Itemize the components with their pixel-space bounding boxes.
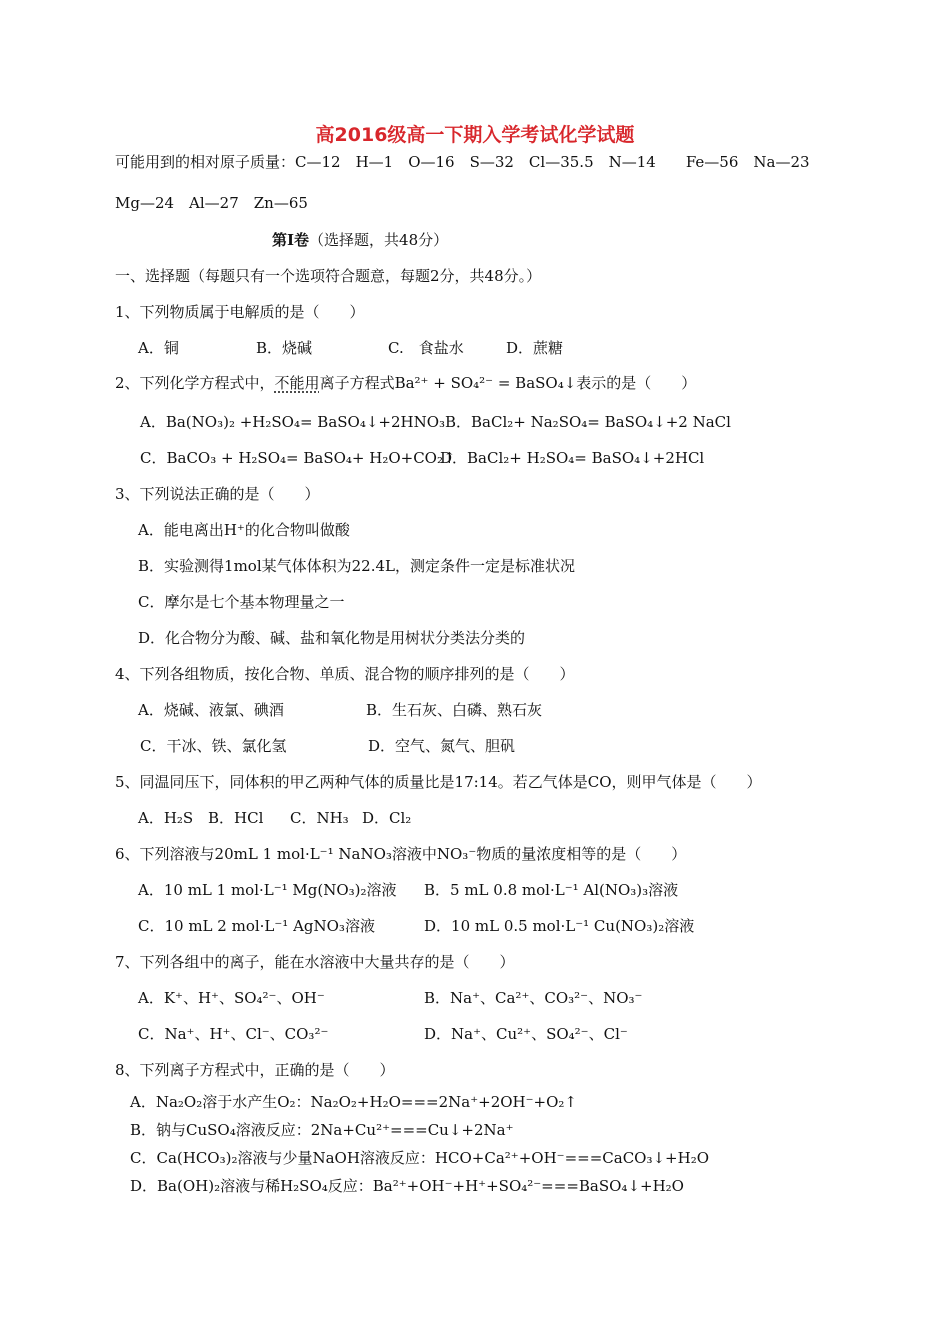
q4-option-a: A．烧碱、液氯、碘酒 — [138, 701, 284, 719]
q8-option-b: B．钠与CuSO₄溶液反应：2Na+Cu²⁺===Cu↓+2Na⁺ — [130, 1121, 514, 1139]
question-2-stem — [115, 373, 696, 393]
q2-stem-pre: 2、下列化学方程式中， — [115, 374, 275, 392]
section-instruction: 一、选择题（每题只有一个选项符合题意，每题2分，共48分。） — [115, 267, 542, 285]
q8-option-c: C．Ca(HCO₃)₂溶液与少量NaOH溶液反应：HCO+Ca²⁺+OH⁻===CaCO₃↓+H₂O — [130, 1149, 710, 1167]
q5-option-b: B．HCl — [208, 809, 264, 827]
q4-option-b: B．生石灰、白磷、熟石灰 — [366, 701, 543, 719]
q5-option-a: A．H₂S — [138, 809, 194, 827]
question-6-stem: 6、下列溶液与20mL 1 mol·L⁻¹ NaNO₃溶液中NO₃⁻物质的量浓度相等的是（ ） — [115, 845, 687, 863]
q3-option-a: A．能电离出H⁺的化合物叫做酸 — [138, 521, 350, 539]
q3-option-b: B．实验测得1mol某气体体积为22.4L，测定条件一定是标准状况 — [138, 557, 575, 575]
q6-option-d: D．10 mL 0.5 mol·L⁻¹ Cu(NO₃)₂溶液 — [424, 917, 695, 935]
section-heading — [272, 230, 448, 250]
q2-stem-post: 离子方程式Ba²⁺ + SO₄²⁻ = BaSO₄↓表示的是（ ） — [319, 374, 697, 392]
q2-stem-emphasis: 不能用 — [274, 374, 320, 392]
q5-option-c: C．NH₃ — [290, 809, 349, 827]
q1-option-a: A．铜 — [138, 339, 179, 357]
q7-option-d: D．Na⁺、Cu²⁺、SO₄²⁻、Cl⁻ — [424, 1025, 628, 1043]
q3-option-d: D．化合物分为酸、碱、盐和氧化物是用树状分类法分类的 — [138, 629, 526, 647]
atomic-mass-line-2: Mg—24 Al—27 Zn—65 — [115, 194, 308, 212]
question-4-stem: 4、下列各组物质，按化合物、单质、混合物的顺序排列的是（ ） — [115, 665, 575, 683]
q6-option-c: C．10 mL 2 mol·L⁻¹ AgNO₃溶液 — [138, 917, 375, 935]
section-title: 第Ⅰ卷 — [272, 231, 310, 249]
q4-option-c: C．干冰、铁、氯化氢 — [140, 737, 287, 755]
question-3-stem: 3、下列说法正确的是（ ） — [115, 485, 320, 503]
question-1-stem: 1、下列物质属于电解质的是（ ） — [115, 303, 365, 321]
q6-option-a: A．10 mL 1 mol·L⁻¹ Mg(NO₃)₂溶液 — [138, 881, 397, 899]
question-8-stem: 8、下列离子方程式中，正确的是（ ） — [115, 1061, 395, 1079]
q2-option-a: A．Ba(NO₃)₂ +H₂SO₄= BaSO₄↓+2HNO₃ — [140, 413, 446, 431]
page-title: 高2016级高一下期入学考试化学试题 — [315, 124, 635, 146]
q8-option-d: D．Ba(OH)₂溶液与稀H₂SO₄反应：Ba²⁺+OH⁻+H⁺+SO₄²⁻===BaSO₄↓+H₂O — [130, 1177, 684, 1195]
atomic-mass-line-1: 可能用到的相对原子质量：C—12 H—1 O—16 S—32 Cl—35.5 N—14 Fe—56 Na—23 — [115, 153, 810, 171]
q5-option-d: D．Cl₂ — [362, 809, 412, 827]
q8-option-a: A．Na₂O₂溶于水产生O₂：Na₂O₂+H₂O===2Na⁺+2OH⁻+O₂↑ — [130, 1093, 577, 1111]
q2-option-b: B．BaCl₂+ Na₂SO₄= BaSO₄↓+2 NaCl — [445, 413, 731, 431]
question-1-options — [138, 338, 563, 358]
q7-option-c: C．Na⁺、H⁺、Cl⁻、CO₃²⁻ — [138, 1025, 329, 1043]
q6-option-b: B．5 mL 0.8 mol·L⁻¹ Al(NO₃)₃溶液 — [424, 881, 679, 899]
q1-option-b: B．烧碱 — [256, 339, 313, 357]
question-5-options — [138, 808, 411, 828]
q7-option-a: A．K⁺、H⁺、SO₄²⁻、OH⁻ — [138, 989, 325, 1007]
q4-option-d: D．空气、氮气、胆矾 — [368, 737, 516, 755]
section-note: （选择题，共48分） — [309, 231, 449, 249]
q1-option-c: C. 食盐水 — [388, 339, 464, 357]
question-7-stem: 7、下列各组中的离子，能在水溶液中大量共存的是（ ） — [115, 953, 515, 971]
q7-option-b: B．Na⁺、Ca²⁺、CO₃²⁻、NO₃⁻ — [424, 989, 643, 1007]
q1-option-d: D．蔗糖 — [506, 339, 564, 357]
q3-option-c: C．摩尔是七个基本物理量之一 — [138, 593, 345, 611]
question-5-stem: 5、同温同压下，同体积的甲乙两种气体的质量比是17:14。若乙气体是CO，则甲气体是（ ） — [115, 773, 762, 791]
q2-option-d: D．BaCl₂+ H₂SO₄= BaSO₄↓+2HCl — [440, 449, 705, 467]
q2-option-c: C．BaCO₃ + H₂SO₄= BaSO₄+ H₂O+CO₂↑ — [140, 449, 456, 467]
